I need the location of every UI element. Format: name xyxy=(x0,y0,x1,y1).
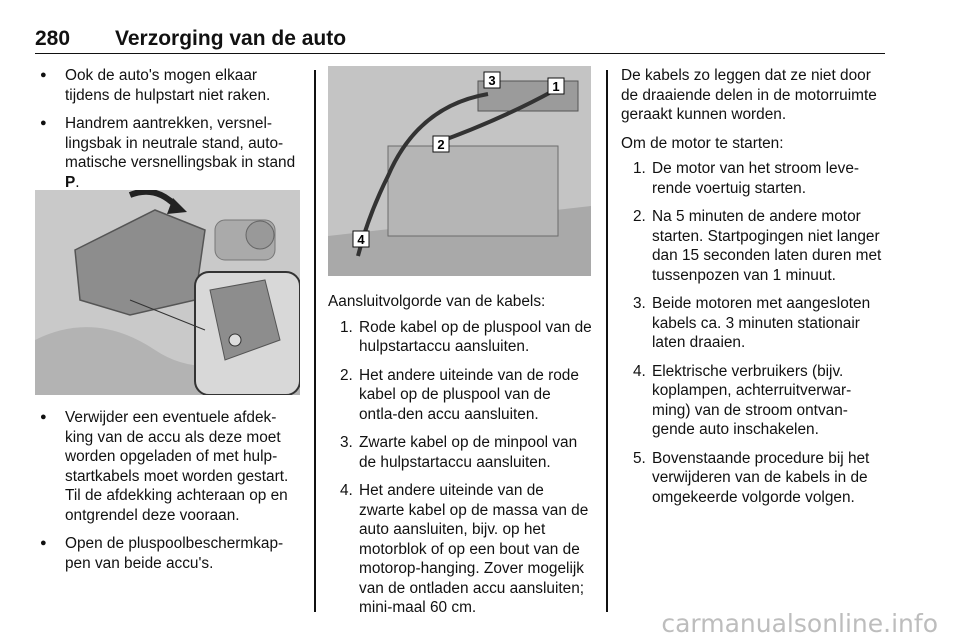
figure-label: 4 xyxy=(357,232,365,247)
figure-label: 3 xyxy=(488,73,496,88)
column-divider-1 xyxy=(314,70,316,612)
watermark: carmanualsonline.info xyxy=(661,609,938,638)
bullet-item: ● Open de pluspoolbeschermkap-pen van beide accu's. xyxy=(35,534,300,573)
gear-letter: P xyxy=(65,173,76,191)
jump-start-cable-illustration xyxy=(328,66,591,276)
list-item: 3. Beide motoren met aangesloten kabels ca. 3 minuten stationair laten draaien. xyxy=(633,295,871,351)
list-item: 2. Na 5 minuten de andere motor starten. Startpogingen niet langer dan 15 seconden laten duren met tussenpozen van 1 minuut. xyxy=(633,208,882,284)
figure-label: 1 xyxy=(552,79,560,94)
column-3 xyxy=(621,66,889,516)
list-item: 3. Zwarte kabel op de minpool van de hulpstartaccu aansluiten. xyxy=(340,434,578,471)
bullet-item: ● Verwijder een eventuele afdek-king van de accu als deze moet worden opgeladen of met hulp-startkabels moet worden gestart. Til de afdekking achteraan op en ontgrendel deze vooraan. xyxy=(35,408,300,525)
bullet-item: ● Ook de auto's mogen elkaar tijdens de hulpstart niet raken. xyxy=(35,66,300,105)
column-2 xyxy=(328,292,593,627)
column-1 xyxy=(35,66,300,201)
figure-label: 2 xyxy=(437,137,445,152)
column-divider-2 xyxy=(606,70,608,612)
battery-cover-illustration xyxy=(35,190,300,395)
list-item: 1. Rode kabel op de pluspool van de hulpstartaccu aansluiten. xyxy=(340,318,592,355)
bullet-item: ● Handrem aantrekken, versnel-lingsbak in neutrale stand, auto-matische versnellingsbak in stand P. xyxy=(35,114,300,192)
list-item: 4. Het andere uiteinde van de zwarte kabel op de massa van de auto aansluiten, bijv. op het motorblok of op een bout van de motorop-hanging. Zover mogelijk van de ontladen accu aansluiten; mini-maal 60 cm. xyxy=(340,482,589,616)
page-title: Verzorging van de auto xyxy=(115,27,347,50)
connection-intro: Aansluitvolgorde van de kabels: xyxy=(328,293,546,310)
page-header xyxy=(35,27,885,54)
list-item: 4. Elektrische verbruikers (bijv. koplampen, achterruitverwar-ming) van de stroom ontvan-gende auto inschakelen. xyxy=(633,362,852,438)
page-number: 280 xyxy=(35,27,71,50)
list-item: 1. De motor van het stroom leve-rende voertuig starten. xyxy=(633,160,859,197)
paragraph: Om de motor te starten: xyxy=(621,134,784,152)
paragraph: De kabels zo leggen dat ze niet door de draaiende delen in de motorruimte geraakt kunnen worden. xyxy=(621,67,877,123)
list-item: 5. Bovenstaande procedure bij het verwijderen van de kabels in de omgekeerde volgorde volgen. xyxy=(633,449,870,506)
column-1-lower xyxy=(35,408,300,582)
list-item: 2. Het andere uiteinde van de rode kabel op de pluspool van de ontla-den accu aansluiten. xyxy=(340,366,579,423)
